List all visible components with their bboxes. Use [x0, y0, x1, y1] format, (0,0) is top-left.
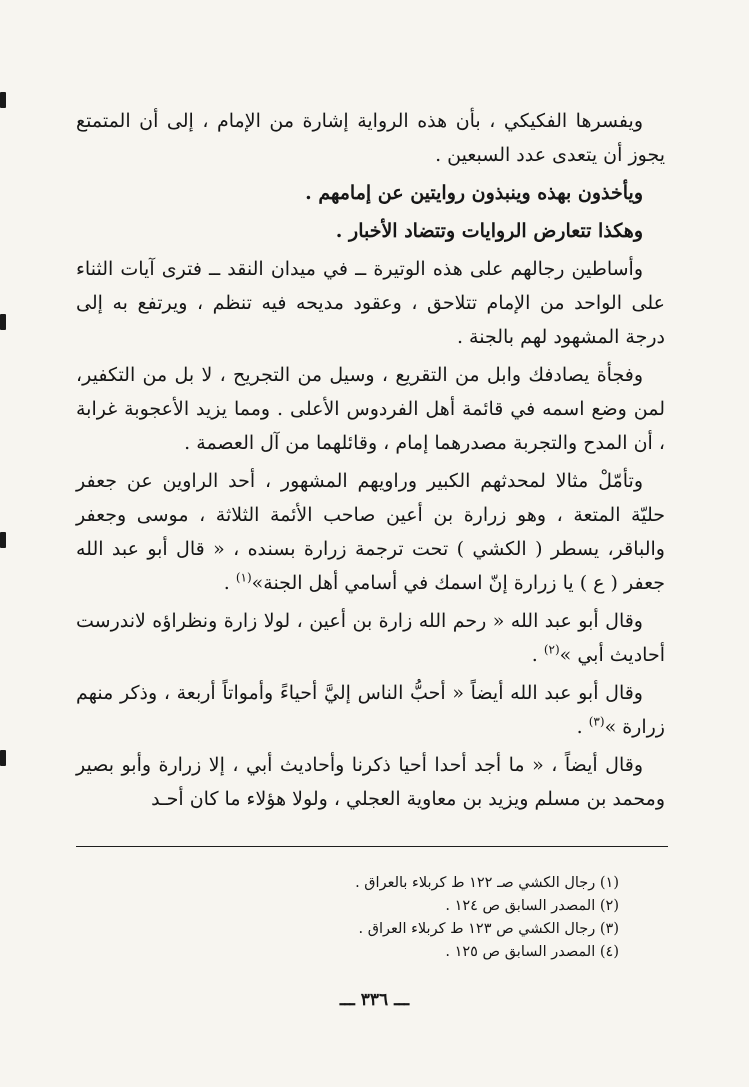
scan-edge-mark [0, 750, 6, 766]
scan-edge-mark [0, 92, 6, 108]
footnote-separator [76, 846, 668, 847]
paragraph-3: وهكذا تتعارض الروايات وتتضاد الأخبار . [335, 220, 643, 242]
footnote-item: (١) رجال الكشي صـ ١٢٢ ط كربلاء بالعراق . [355, 875, 619, 891]
paragraph-5: وفجأة يصادفك وابل من التقريع ، وسيل من التجريح ، لا بل من التكفير، لمن وضع اسمه في قائمة أهل الفردوس الأعلى . ومما يزيد الأعجوبة غرابة ، أن المدح والتجربة مصدرهما إمام ، وقائلهما من آل العصمة . [76, 364, 665, 454]
scan-edge-mark [0, 314, 6, 330]
footnote-marker-3: (٣) [588, 714, 605, 729]
footnote-marker-2: (٢) [543, 642, 560, 657]
footnote-marker-1: (١) [235, 570, 252, 585]
scan-edge-mark [0, 532, 6, 548]
paragraph-1: ويفسرها الفكيكي ، بأن هذه الرواية إشارة من الإمام ، إلى أن المتمتع يجوز أن يتعدى عدد السبعين . [76, 110, 665, 166]
paragraph-2: ويأخذون بهذه وينبذون روايتين عن إمامهم . [305, 182, 643, 204]
footnotes-list [260, 872, 619, 964]
paragraph-4: وأساطين رجالهم على هذه الوتيرة ــ في ميدان النقد ــ فترى آيات الثناء على الواحد من الإمام تتلاحق ، وعقود مديحه فيه تنظم ، ويرتفع به إلى درجة المشهود لهم بالجنة . [76, 258, 665, 348]
paragraph-8: وقال أبو عبد الله أيضاً « أحبُّ الناس إليَّ أحياءً وأمواتاً أربعة ، وذكر منهم زرارة »$^{(٣)}$ . [76, 682, 665, 738]
paragraph-9: وقال أيضاً ، « ما أجد أحدا أحيا ذكرنا وأحاديث أبي ، إلا زرارة وأبو بصير ومحمد بن مسلم ويزيد بن معاوية العجلي ، ولولا هؤلاء ما كان أحـد [76, 754, 665, 810]
paragraph-7: وقال أبو عبد الله « رحم الله زارة بن أعين ، لولا زارة ونظراؤه لاندرست أحاديث أبي »$^{(٢)}$ . [76, 610, 665, 666]
footnote-item: (٤) المصدر السابق ص ١٢٥ . [445, 944, 619, 960]
page-number: ـــ ٣٣٦ ـــ [339, 990, 410, 1010]
footnote-item: (٣) رجال الكشي ص ١٢٣ ط كربلاء العراق . [358, 921, 619, 937]
paragraph-6: وتأمّلْ مثالا لمحدثهم الكبير وراويهم المشهور ، أحد الراوين عن جعفر حليّة المتعة ، وهو زرارة بن أعين صاحب الأئمة الثلاثة ، موسى وجعفر والباقر، يسطر ( الكشي ) تحت ترجمة زرارة بسنده ، « قال أبو عبد الله جعفر ( ع ) يا زرارة إنّ اسمك في أسامي أهل الجنة»$^{(١)}$ . [76, 470, 665, 594]
body-text [76, 104, 665, 820]
footnote-item: (٢) المصدر السابق ص ١٢٤ . [445, 898, 619, 914]
